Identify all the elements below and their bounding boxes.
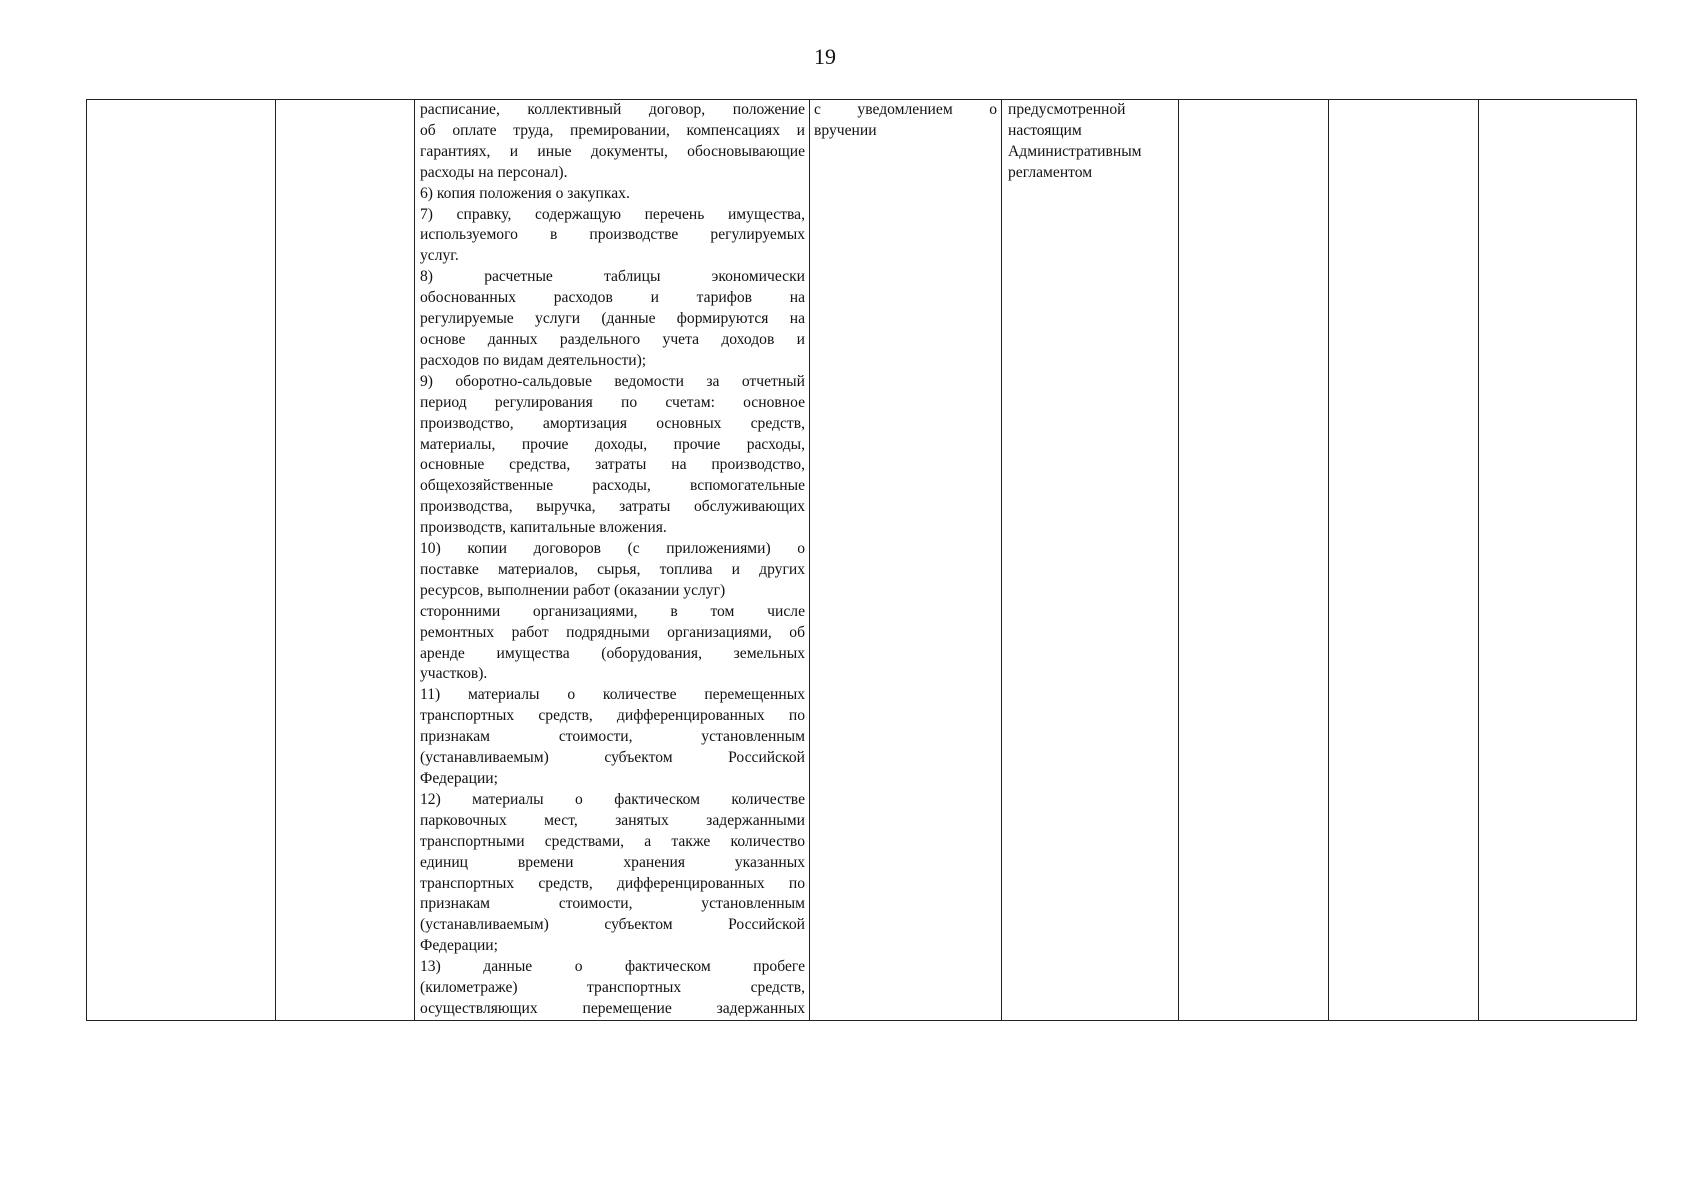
text-line: ресурсов, выполнении работ (оказании услуг) — [420, 581, 726, 599]
text-line: расходов по видам деятельности); — [420, 351, 647, 369]
table-cell-empty-1 — [87, 100, 276, 1021]
text-line: осуществляющих перемещение задержанных — [420, 999, 805, 1017]
text-line: настоящим — [1008, 121, 1082, 139]
text-line: 10) копии договоров (с приложениями) о — [420, 540, 805, 558]
text-line: (устанавливаемым) субъектом Российской — [420, 749, 805, 767]
delivery-method-text — [810, 100, 1001, 142]
text-line: сторонними организациями, в том числе — [420, 602, 805, 620]
text-line: признакам стоимости, установленным — [420, 728, 805, 746]
text-line: предусмотренной — [1008, 101, 1126, 118]
text-line: (километраже) транспортных средств, — [420, 979, 805, 997]
table-cell-empty-2 — [276, 100, 415, 1021]
text-line: с уведомлением о — [814, 101, 997, 118]
text-line: вручении — [814, 121, 877, 139]
text-line: парковочных мест, занятых задержанными — [420, 811, 805, 829]
text-line: материалы, прочие доходы, прочие расходы, — [420, 435, 805, 453]
text-line: транспортных средств, дифференцированных по — [420, 707, 805, 725]
document-table — [86, 99, 1637, 1021]
text-line: (устанавливаемым) субъектом Российской — [420, 916, 805, 934]
text-line: транспортных средств, дифференцированных по — [420, 874, 805, 892]
text-line: Административным — [1008, 142, 1142, 160]
text-line: единиц времени хранения указанных — [420, 853, 805, 871]
text-line: производств, капитальные вложения. — [420, 519, 667, 537]
text-line: используемого в производстве регулируемых — [420, 226, 805, 244]
text-line: основные средства, затраты на производство, — [420, 456, 805, 474]
table-cell-empty-6 — [1179, 100, 1329, 1021]
text-line: транспортными средствами, а также количество — [420, 832, 805, 850]
regulation-reference-text — [1002, 100, 1178, 184]
text-line: обоснованных расходов и тарифов на — [420, 289, 805, 307]
text-line: Федерации; — [420, 937, 498, 955]
table-cell-regulation-reference — [1002, 100, 1179, 1021]
text-line: 13) данные о фактическом пробеге — [420, 958, 805, 976]
text-line: поставке материалов, сырья, топлива и других — [420, 560, 805, 578]
text-line: услуг. — [420, 247, 459, 265]
text-line: 8) расчетные таблицы экономически — [420, 268, 805, 286]
text-line: Федерации; — [420, 770, 498, 787]
text-line: расходы на персонал). — [420, 163, 568, 181]
text-line: 9) оборотно-сальдовые ведомости за отчетный — [420, 372, 805, 390]
text-line: 11) материалы о количестве перемещенных — [420, 686, 805, 704]
text-line: общехозяйственные расходы, вспомогательные — [420, 477, 805, 495]
table-cell-delivery-method — [810, 100, 1002, 1021]
text-line: 12) материалы о фактическом количестве — [420, 790, 805, 808]
text-line: гарантиях, и иные документы, обосновывающие — [420, 142, 805, 160]
table-row — [87, 100, 1637, 1021]
table-cell-empty-7 — [1329, 100, 1479, 1021]
text-line: основе данных раздельного учета доходов и — [420, 330, 805, 348]
text-line: об оплате труда, премировании, компенсациях и — [420, 121, 805, 139]
required-documents-text — [415, 100, 809, 1020]
text-line: регулируемые услуги (данные формируются на — [420, 310, 805, 328]
text-line: признакам стоимости, установленным — [420, 895, 805, 913]
table-cell-empty-8 — [1479, 100, 1637, 1021]
text-line: производства, выручка, затраты обслуживающих — [420, 498, 805, 516]
table-cell-required-documents — [415, 100, 810, 1021]
text-line: ремонтных работ подрядными организациями, об — [420, 623, 805, 641]
page-number: 19 — [814, 44, 836, 69]
text-line: 7) справку, содержащую перечень имущества, — [420, 205, 805, 223]
text-line: расписание, коллективный договор, положение — [420, 101, 805, 118]
text-line: регламентом — [1008, 163, 1093, 181]
text-line: производство, амортизация основных средств, — [420, 414, 805, 432]
text-line: 6) копия положения о закупках. — [420, 184, 630, 202]
text-line: период регулирования по счетам: основное — [420, 393, 805, 411]
text-line: аренде имущества (оборудования, земельных — [420, 644, 805, 662]
text-line: участков). — [420, 665, 488, 683]
